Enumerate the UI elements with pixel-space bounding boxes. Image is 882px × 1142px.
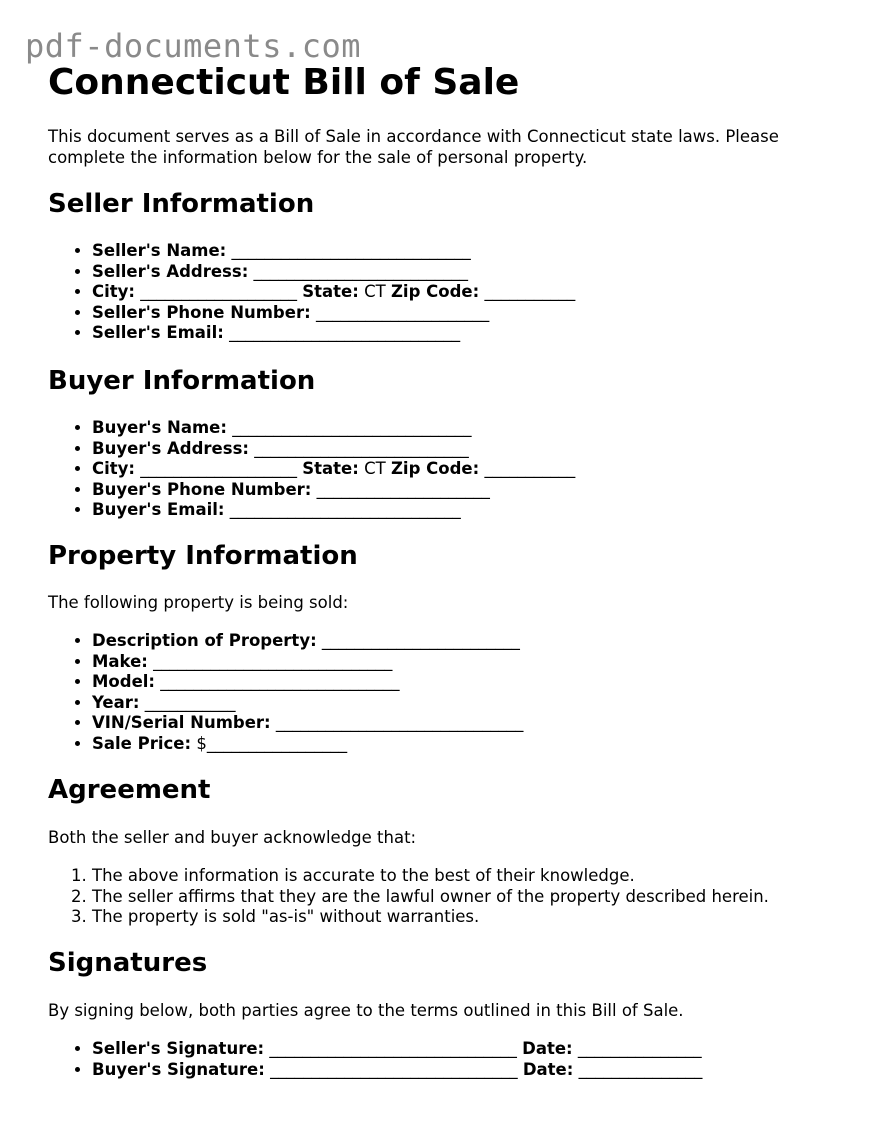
seller-zip-blank[interactable]: ___________ (484, 282, 576, 302)
seller-date-blank[interactable]: _______________ (577, 1039, 702, 1058)
buyer-phone-blank[interactable]: _____________________ (316, 479, 490, 499)
property-year-blank[interactable]: ___________ (144, 692, 236, 712)
buyer-signature-field: • Buyer's Signature: ______________________________ Date: _______________ (92, 1060, 702, 1081)
buyer-zip-blank[interactable]: ___________ (484, 459, 576, 479)
seller-heading: Seller Information (48, 189, 315, 219)
seller-state-value: CT (364, 282, 386, 302)
property-model-field: • Model: _____________________________ (92, 672, 523, 693)
buyer-heading: Buyer Information (48, 366, 316, 396)
agreement-heading: Agreement (48, 775, 211, 805)
agreement-item: 1. The above information is accurate to the best of their knowledge. (92, 866, 769, 887)
buyer-fields (48, 418, 575, 521)
property-price-blank[interactable]: $_________________ (196, 733, 348, 753)
agreement-list (48, 866, 769, 928)
buyer-name-field: • Buyer's Name: _____________________________ (92, 418, 575, 439)
seller-address-blank[interactable]: __________________________ (253, 261, 469, 281)
buyer-address-field: • Buyer's Address: __________________________ (92, 439, 575, 460)
property-price-field: • Sale Price: $_________________ (92, 734, 523, 755)
agreement-intro: Both the seller and buyer acknowledge that: (48, 828, 417, 847)
property-description-field: • Description of Property: ________________________ (92, 631, 523, 652)
property-heading: Property Information (48, 541, 358, 571)
seller-email-blank[interactable]: ____________________________ (229, 323, 461, 343)
watermark: pdf-documents.com (25, 27, 362, 65)
signatures-intro: By signing below, both parties agree to the terms outlined in this Bill of Sale. (48, 1001, 684, 1020)
property-model-blank[interactable]: _____________________________ (160, 672, 400, 692)
seller-city-blank[interactable]: ___________________ (140, 282, 298, 302)
property-vin-field: • VIN/Serial Number: ______________________________ (92, 713, 523, 734)
seller-fields (48, 241, 575, 344)
agreement-item: 3. The property is sold "as-is" without warranties. (92, 907, 769, 928)
buyer-phone-field: • Buyer's Phone Number: _____________________ (92, 480, 575, 501)
seller-signature-field: • Seller's Signature: ______________________________ Date: _______________ (92, 1039, 702, 1060)
property-description-blank[interactable]: ________________________ (321, 631, 520, 650)
agreement-item: 2. The seller affirms that they are the lawful owner of the property described herein. (92, 887, 769, 908)
buyer-email-blank[interactable]: ____________________________ (229, 500, 461, 520)
buyer-date-blank[interactable]: _______________ (578, 1059, 703, 1079)
page-title: Connecticut Bill of Sale (48, 62, 520, 103)
property-make-field: • Make: _____________________________ (92, 652, 523, 673)
seller-name-blank[interactable]: _____________________________ (231, 241, 471, 260)
buyer-city-blank[interactable]: ___________________ (140, 459, 298, 479)
seller-city-state-zip-field: • City: ___________________ State: CT Zip Code: ___________ (92, 282, 575, 303)
property-fields (48, 631, 523, 755)
buyer-signature-blank[interactable]: ______________________________ (270, 1059, 518, 1079)
intro-paragraph: This document serves as a Bill of Sale in accordance with Connecticut state laws. Please complete the information below for the sale of personal property. (48, 127, 779, 167)
seller-signature-blank[interactable]: ______________________________ (269, 1039, 517, 1058)
property-vin-blank[interactable]: ______________________________ (275, 713, 524, 733)
buyer-name-blank[interactable]: _____________________________ (232, 418, 472, 437)
property-make-blank[interactable]: _____________________________ (153, 651, 393, 671)
seller-address-field: • Seller's Address: __________________________ (92, 262, 575, 283)
signatures-heading: Signatures (48, 948, 208, 978)
seller-phone-field: • Seller's Phone Number: _____________________ (92, 303, 575, 324)
property-intro: The following property is being sold: (48, 593, 349, 612)
signature-fields (48, 1039, 702, 1080)
buyer-address-blank[interactable]: __________________________ (254, 438, 469, 458)
seller-phone-blank[interactable]: _____________________ (315, 302, 490, 322)
buyer-state-value: CT (364, 459, 386, 479)
property-year-field: • Year: ___________ (92, 693, 523, 714)
seller-email-field: • Seller's Email: ____________________________ (92, 323, 575, 344)
seller-name-field: • Seller's Name: _____________________________ (92, 241, 575, 262)
buyer-city-state-zip-field: • City: ___________________ State: CT Zip Code: ___________ (92, 459, 575, 480)
buyer-email-field: • Buyer's Email: ____________________________ (92, 500, 575, 521)
